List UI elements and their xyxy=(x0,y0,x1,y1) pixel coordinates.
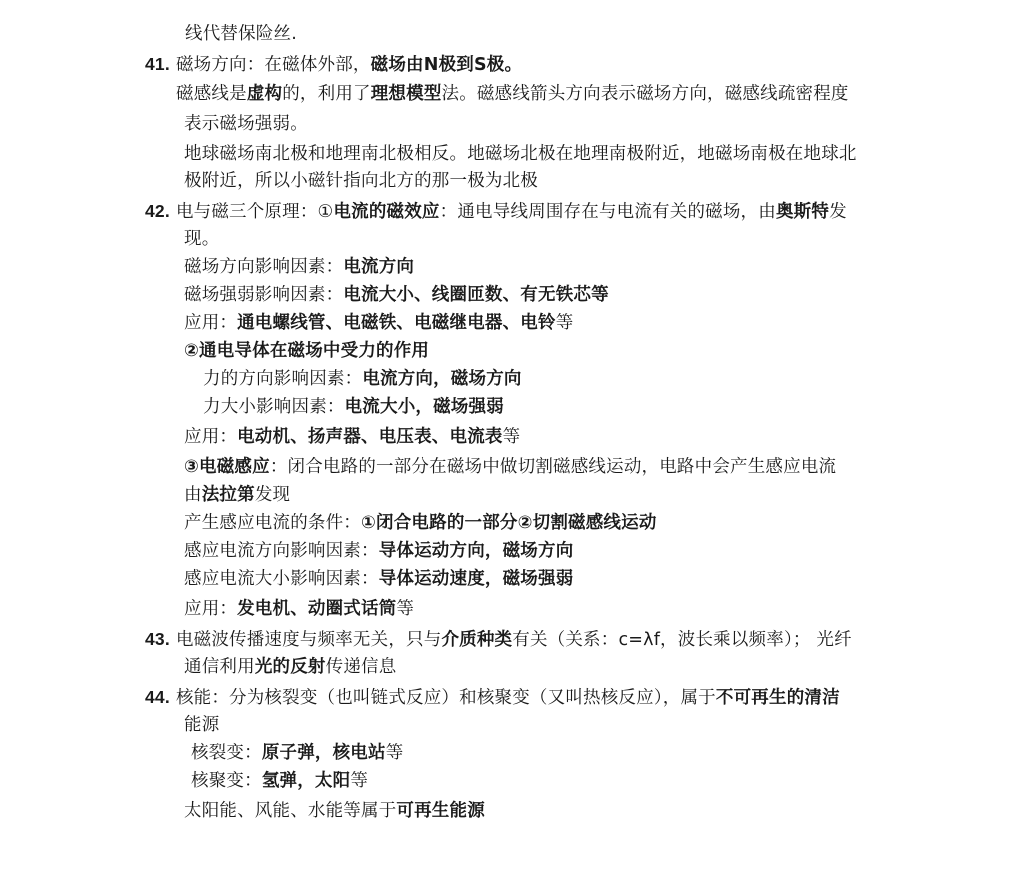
text-line-4: 地球磁场南北极和地理南北极相反。地磁场北极在地理南极附近，地磁场南极在地球北 xyxy=(184,144,857,164)
item-44-heading: 44. 核能：分为核裂变（也叫链式反应）和核聚变（又叫热核反应），属于不可再生的清洁 xyxy=(145,687,840,708)
text-line-18: 感应电流方向影响因素：导体运动方向，磁场方向 xyxy=(184,541,574,561)
text-line-16: 由法拉第发现 xyxy=(184,485,291,505)
item-43-heading: 43. 电磁波传播速度与频率无关，只与介质种类有关（关系：c=λf，波长乘以频率）； 光纤 xyxy=(145,629,852,650)
item-42-heading: 42. 电与磁三个原理：①电流的磁效应：通电导线周围存在与电流有关的磁场，由奥斯特发 xyxy=(145,201,847,222)
text-line-11: ②通电导体在磁场中受力的作用 xyxy=(184,341,430,361)
text-line-3: 表示磁场强弱。 xyxy=(184,114,308,134)
text-line-0: 线代替保险丝. xyxy=(185,24,297,44)
item-number: 44. xyxy=(145,687,170,707)
text-line-12: 力的方向影响因素：电流方向，磁场方向 xyxy=(203,369,522,389)
text-line-13: 力大小影响因素：电流大小，磁场强弱 xyxy=(203,397,504,417)
text-line-7: 现。 xyxy=(184,229,220,249)
text-line-19: 感应电流大小影响因素：导体运动速度，磁场强弱 xyxy=(184,569,574,589)
text-line-9: 磁场强弱影响因素：电流大小、线圈匝数、有无铁芯等 xyxy=(184,285,609,305)
item-41-heading: 41. 磁场方向：在磁体外部，磁场由N极到S极。 xyxy=(145,54,523,75)
text-line-26: 核聚变：氢弹，太阳等 xyxy=(191,771,369,791)
text-line-15: ③电磁感应：闭合电路的一部分在磁场中做切割磁感线运动，电路中会产生感应电流 xyxy=(184,457,837,477)
text-line-20: 应用：发电机、动圈式话筒等 xyxy=(184,599,415,619)
text-line-14: 应用：电动机、扬声器、电压表、电流表等 xyxy=(184,427,521,447)
item-number: 43. xyxy=(145,629,170,649)
text-line-27: 太阳能、风能、水能等属于可再生能源 xyxy=(184,801,485,821)
text-line-25: 核裂变：原子弹，核电站等 xyxy=(191,743,404,763)
text-line-24: 能源 xyxy=(184,715,220,735)
text-line-8: 磁场方向影响因素：电流方向 xyxy=(184,257,415,277)
text-line-5: 极附近，所以小磁针指向北方的那一极为北极 xyxy=(184,171,538,191)
text-line-22: 通信利用光的反射传递信息 xyxy=(184,657,397,677)
item-number: 41. xyxy=(145,54,170,74)
text-line-10: 应用：通电螺线管、电磁铁、电磁继电器、电铃等 xyxy=(184,313,574,333)
text-line-17: 产生感应电流的条件：①闭合电路的一部分②切割磁感线运动 xyxy=(184,513,657,533)
text-line-2: 磁感线是虚构的，利用了理想模型法。磁感线箭头方向表示磁场方向，磁感线疏密程度 xyxy=(176,84,849,104)
item-number: 42. xyxy=(145,201,170,221)
